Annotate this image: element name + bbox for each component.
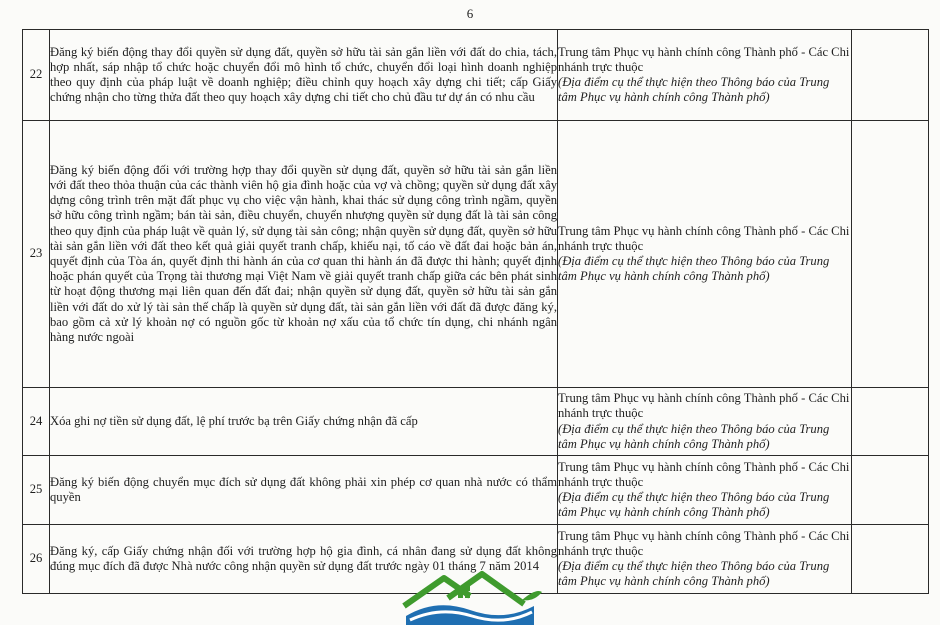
procedures-table xyxy=(22,29,929,594)
row-number: 25 xyxy=(23,456,50,525)
implementation-place xyxy=(558,388,852,456)
row-number: 24 xyxy=(23,388,50,456)
implementation-place xyxy=(558,121,852,388)
table-row xyxy=(23,388,929,456)
procedure-name: Đăng ký biến động thay đổi quyền sử dụng đất, quyền sở hữu tài sản gắn liền với đất do chia, tách, hợp nhất, sáp nhập tổ chức hoặc chuyển đổi mô hình tổ chức, chuyển đổi loại hình doanh nghiệp theo quy định của pháp luật về doanh nghiệp; điều chỉnh quy hoạch xây dựng chi tiết; cấp Giấy chứng nhận cho từng thửa đất theo quy hoạch xây dựng chi tiết cho chủ đầu tư dự án có nhu cầu xyxy=(50,30,558,121)
extra-cell xyxy=(852,525,929,594)
place-note: (Địa điểm cụ thể thực hiện theo Thông báo của Trung tâm Phục vụ hành chính công Thành phố) xyxy=(558,75,830,105)
implementation-place xyxy=(558,525,852,594)
procedure-name: Xóa ghi nợ tiền sử dụng đất, lệ phí trước bạ trên Giấy chứng nhận đã cấp xyxy=(50,388,558,456)
row-number: 26 xyxy=(23,525,50,594)
procedure-name: Đăng ký biến động đối với trường hợp thay đổi quyền sử dụng đất, quyền sở hữu tài sản gắn liền với đất theo thỏa thuận của các thành viên hộ gia đình hoặc của vợ và chồng; quyền sử dụng đất xây dựng công trình trên mặt đất phục vụ cho việc vận hành, khai thác sử dụng công trình ngầm, quyền sở hữu công trình ngầm; bán tài sản, điều chuyển, chuyển nhượng quyền sử dụng đất là tài sản công theo quy định của pháp luật về quản lý, sử dụng tài sản công; nhận quyền sử dụng đất, quyền sở hữu tài sản gắn liền với đất theo kết quả giải quyết tranh chấp, khiếu nại, tố cáo về đất đai hoặc bản án, quyết định của Tòa án, quyết định thi hành án của cơ quan thi hành án đã được thi hành; quyết định hoặc phán quyết của Trọng tài thương mại Việt Nam về giải quyết tranh chấp giữa các bên phát sinh từ hoạt động thương mại liên quan đến đất đai; nhận quyền sử dụng đất, quyền sở hữu tài sản gắn liền với đất do xử lý tài sản thế chấp là quyền sử dụng đất, tài sản gắn liền với đất đã được đăng ký, bao gồm cả xử lý khoản nợ có nguồn gốc từ khoản nợ xấu của tổ chức tín dụng, chi nhánh ngân hàng nước ngoài xyxy=(50,121,558,388)
place-note: (Địa điểm cụ thể thực hiện theo Thông báo của Trung tâm Phục vụ hành chính công Thành phố) xyxy=(558,254,830,284)
extra-cell xyxy=(852,456,929,525)
page-number: 6 xyxy=(466,6,474,21)
place-name: Trung tâm Phục vụ hành chính công Thành phố - Các Chi nhánh trực thuộc xyxy=(558,528,850,558)
house-roof-logo-icon xyxy=(396,566,544,625)
extra-cell xyxy=(852,30,929,121)
table-row xyxy=(23,30,929,121)
place-note: (Địa điểm cụ thể thực hiện theo Thông báo của Trung tâm Phục vụ hành chính công Thành phố) xyxy=(558,490,830,520)
place-name: Trung tâm Phục vụ hành chính công Thành phố - Các Chi nhánh trực thuộc xyxy=(558,391,850,421)
implementation-place xyxy=(558,30,852,121)
place-name: Trung tâm Phục vụ hành chính công Thành phố - Các Chi nhánh trực thuộc xyxy=(558,459,850,489)
extra-cell xyxy=(852,121,929,388)
place-note: (Địa điểm cụ thể thực hiện theo Thông báo của Trung tâm Phục vụ hành chính công Thành phố) xyxy=(558,421,830,451)
implementation-place xyxy=(558,456,852,525)
place-name: Trung tâm Phục vụ hành chính công Thành phố - Các Chi nhánh trực thuộc xyxy=(558,223,850,253)
table-row xyxy=(23,121,929,388)
procedure-name: Đăng ký, cấp Giấy chứng nhận đối với trường hợp hộ gia đình, cá nhân đang sử dụng đất không đúng mục đích đã được Nhà nước công nhận quyền sử dụng đất trước ngày 01 tháng 7 năm 2014 xyxy=(50,525,558,594)
procedure-name: Đăng ký biến động chuyển mục đích sử dụng đất không phải xin phép cơ quan nhà nước có thẩm quyền xyxy=(50,456,558,525)
row-number: 23 xyxy=(23,121,50,388)
extra-cell xyxy=(852,388,929,456)
table-row xyxy=(23,456,929,525)
place-name: Trung tâm Phục vụ hành chính công Thành phố - Các Chi nhánh trực thuộc xyxy=(558,44,850,74)
place-note: (Địa điểm cụ thể thực hiện theo Thông báo của Trung tâm Phục vụ hành chính công Thành phố) xyxy=(558,559,830,589)
row-number: 22 xyxy=(23,30,50,121)
